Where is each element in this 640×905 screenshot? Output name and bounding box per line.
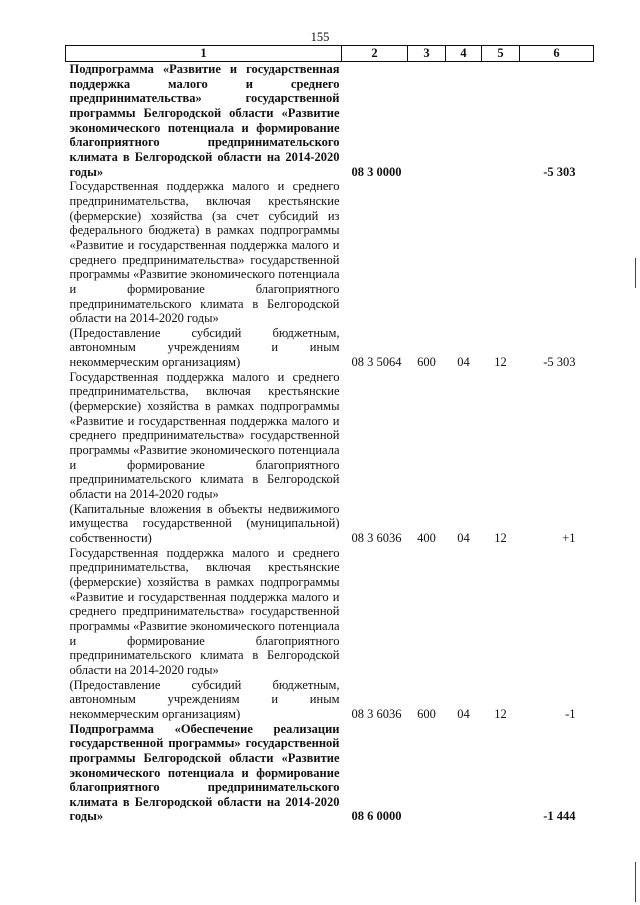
column-header-1: 1 — [66, 46, 342, 62]
row-description-text: Государственная поддержка малого и среднего предпринимательства, включая крестьянские (фермерские) хозяйства в рамках подпрограммы «Развитие и государственная поддержка малого и среднего предпринимательства» государственной программы «Развитие экономического потенциала и формирование благоприятного предпринимательского климата в Белгородской области на 2014-2020 годы» — [69, 369, 340, 502]
row-code: 08 3 0000 — [351, 164, 402, 179]
page-number: 155 — [310, 30, 330, 44]
row-code: 08 3 6036 — [351, 706, 402, 721]
row-amount: -5 303 — [543, 355, 576, 370]
row-rz: 04 — [457, 706, 470, 721]
column-header-5: 5 — [482, 46, 520, 62]
row-description-text: Государственная поддержка малого и среднего предпринимательства, включая крестьянские (фермерские) хозяйства (за счет субсидий из федерального бюджета) в рамках подпрограммы «Развитие и государственная поддержка малого и среднего предпринимательства» государственной программы «Развитие экономического потенциала и формирование благоприятного предпринимательского климата в Белгородской области на 2014-2020 годы» — [69, 179, 340, 326]
row-expense-type: (Капитальные вложения в объекты недвижимого имущества государственной (муниципальной) собственности) — [69, 501, 340, 545]
row-description — [66, 179, 342, 370]
row-pr: 12 — [494, 531, 507, 545]
table-row — [66, 370, 594, 546]
scan-edge-mark — [635, 258, 636, 288]
table-header — [66, 46, 594, 62]
row-pr: 12 — [494, 706, 507, 721]
row-rz: 04 — [457, 355, 470, 370]
row-description — [66, 370, 342, 546]
row-amount: -1 — [565, 706, 576, 721]
table-row — [66, 179, 594, 370]
row-vr — [408, 722, 446, 825]
row-vr: 400 — [417, 531, 436, 545]
table-row — [66, 546, 594, 722]
table-body — [66, 62, 594, 825]
column-header-4: 4 — [446, 46, 482, 62]
column-header-2: 2 — [342, 46, 408, 62]
row-amount: -5 303 — [543, 164, 576, 179]
row-description — [66, 546, 342, 722]
row-code: 08 6 0000 — [351, 809, 402, 824]
row-vr: 600 — [417, 706, 436, 721]
row-expense-type: (Предоставление субсидий бюджетным, автономным учреждениям и иным некоммерческим организациям) — [69, 325, 340, 370]
table-row — [66, 722, 594, 825]
row-rz — [446, 722, 482, 825]
row-description — [66, 722, 342, 825]
table-row — [66, 62, 594, 180]
row-rz: 04 — [457, 531, 470, 545]
column-header-3: 3 — [408, 46, 446, 62]
header-row — [66, 46, 594, 62]
row-code: 08 3 5064 — [351, 355, 402, 370]
row-amount: +1 — [562, 531, 576, 545]
budget-table — [65, 45, 594, 824]
row-pr — [482, 62, 520, 180]
row-description-text: Подпрограмма «Обеспечение реализации государственной программы» государственной программы Белгородской области «Развитие экономического потенциала и формирование благоприятного предпринимательского климата в Белгородской области на 2014-2020 годы» — [69, 721, 340, 824]
row-vr: 600 — [417, 355, 436, 370]
row-description-text: Государственная поддержка малого и среднего предпринимательства, включая крестьянские (фермерские) хозяйства в рамках подпрограммы «Развитие и государственная поддержка малого и среднего предпринимательства» государственной программы «Развитие экономического потенциала и формирование благоприятного предпринимательского климата в Белгородской области на 2014-2020 годы» — [69, 545, 340, 677]
row-pr — [482, 722, 520, 825]
scan-edge-mark — [635, 862, 636, 902]
row-amount: -1 444 — [543, 809, 576, 824]
row-description-text: Подпрограмма «Развитие и государственная поддержка малого и среднего предпринимательства» государственной программы Белгородской области «Развитие экономического потенциала и формирование благоприятного предпринимательского климата в Белгородской области на 2014-2020 годы» — [69, 62, 340, 179]
column-header-6: 6 — [520, 46, 594, 62]
row-expense-type: (Предоставление субсидий бюджетным, автономным учреждениям и иным некоммерческим организациям) — [69, 677, 340, 721]
row-rz — [446, 62, 482, 180]
row-vr — [408, 62, 446, 180]
row-pr: 12 — [494, 355, 507, 370]
row-code: 08 3 6036 — [351, 531, 402, 545]
row-description — [66, 62, 342, 180]
